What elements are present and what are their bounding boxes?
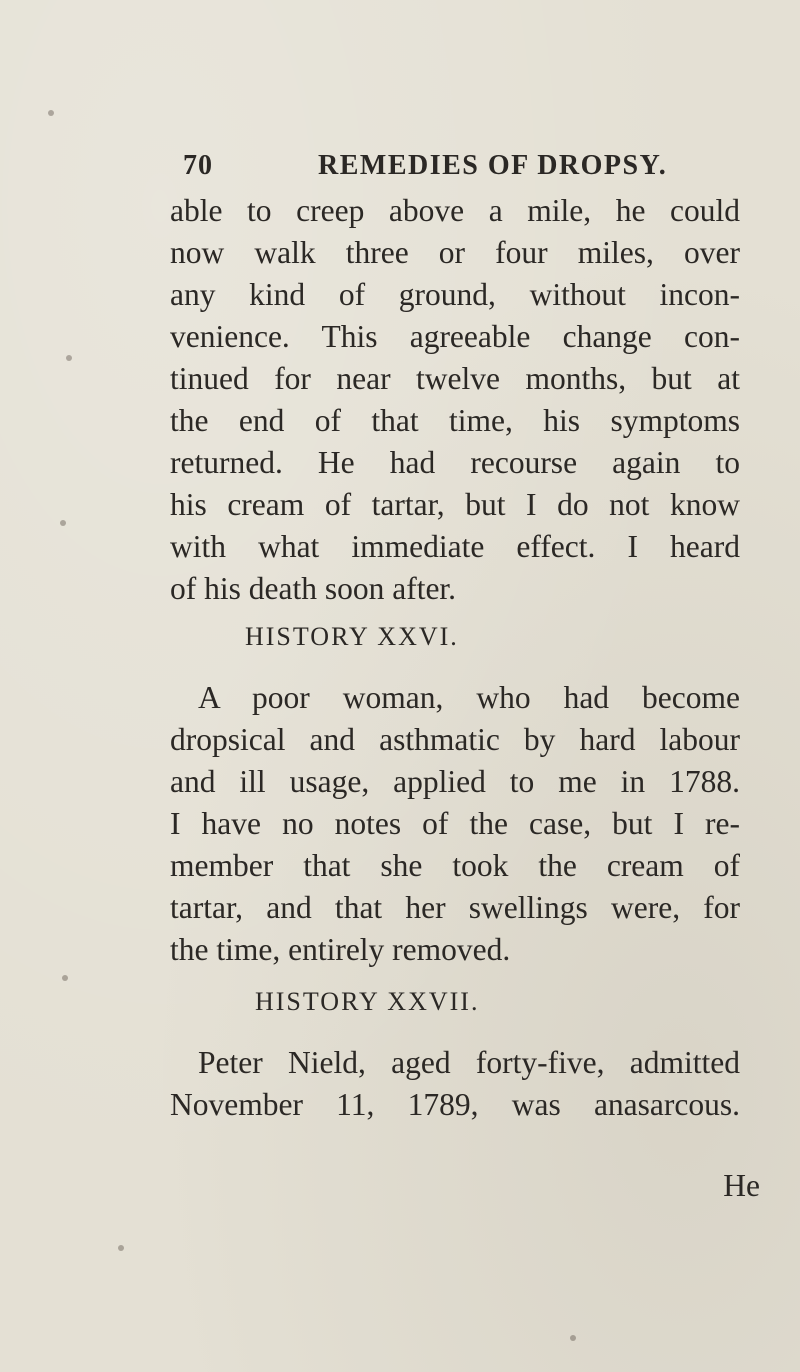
page-header (183, 150, 683, 190)
text-line: with what immediate effect. I heard (170, 529, 740, 564)
text-line: I have no notes of the case, but I re- (170, 806, 740, 841)
paragraph-history-26 (170, 677, 740, 971)
text-line: venience. This agreeable change con- (170, 319, 740, 354)
text-line: tinued for near twelve months, but at (170, 361, 740, 396)
text-line: the time, entirely removed. (170, 932, 511, 967)
paragraph-continuation (170, 190, 740, 610)
catchword: He (723, 1168, 760, 1203)
text-line: dropsical and asthmatic by hard labour (170, 722, 740, 757)
paper-speck (66, 355, 72, 361)
text-line: Peter Nield, aged forty-five, admitted (198, 1045, 740, 1080)
text-line: now walk three or four miles, over (170, 235, 740, 270)
text-line: and ill usage, applied to me in 1788. (170, 764, 740, 799)
paper-speck (62, 975, 68, 981)
running-head: REMEDIES OF DROPSY. (318, 150, 668, 181)
text-line: A poor woman, who had become (198, 680, 740, 715)
text-line: of his death soon after. (170, 571, 457, 606)
history-heading: HISTORY XXVII. (255, 987, 480, 1016)
text-line: the end of that time, his symptoms (170, 403, 740, 438)
paper-speck (48, 110, 54, 116)
text-line: able to creep above a mile, he could (170, 193, 740, 228)
text-line: November 11, 1789, was anasarcous. (170, 1087, 740, 1122)
text-line: member that she took the cream of (170, 848, 740, 883)
paper-speck (60, 520, 66, 526)
text-line: any kind of ground, without incon- (170, 277, 740, 312)
text-line: returned. He had recourse again to (170, 445, 740, 480)
page-number: 70 (183, 150, 213, 181)
history-heading: HISTORY XXVI. (245, 622, 459, 651)
text-line: his cream of tartar, but I do not know (170, 487, 740, 522)
paragraph-history-27 (170, 1042, 740, 1126)
paper-speck (118, 1245, 124, 1251)
paper-speck (570, 1335, 576, 1341)
text-line: tartar, and that her swellings were, for (170, 890, 740, 925)
